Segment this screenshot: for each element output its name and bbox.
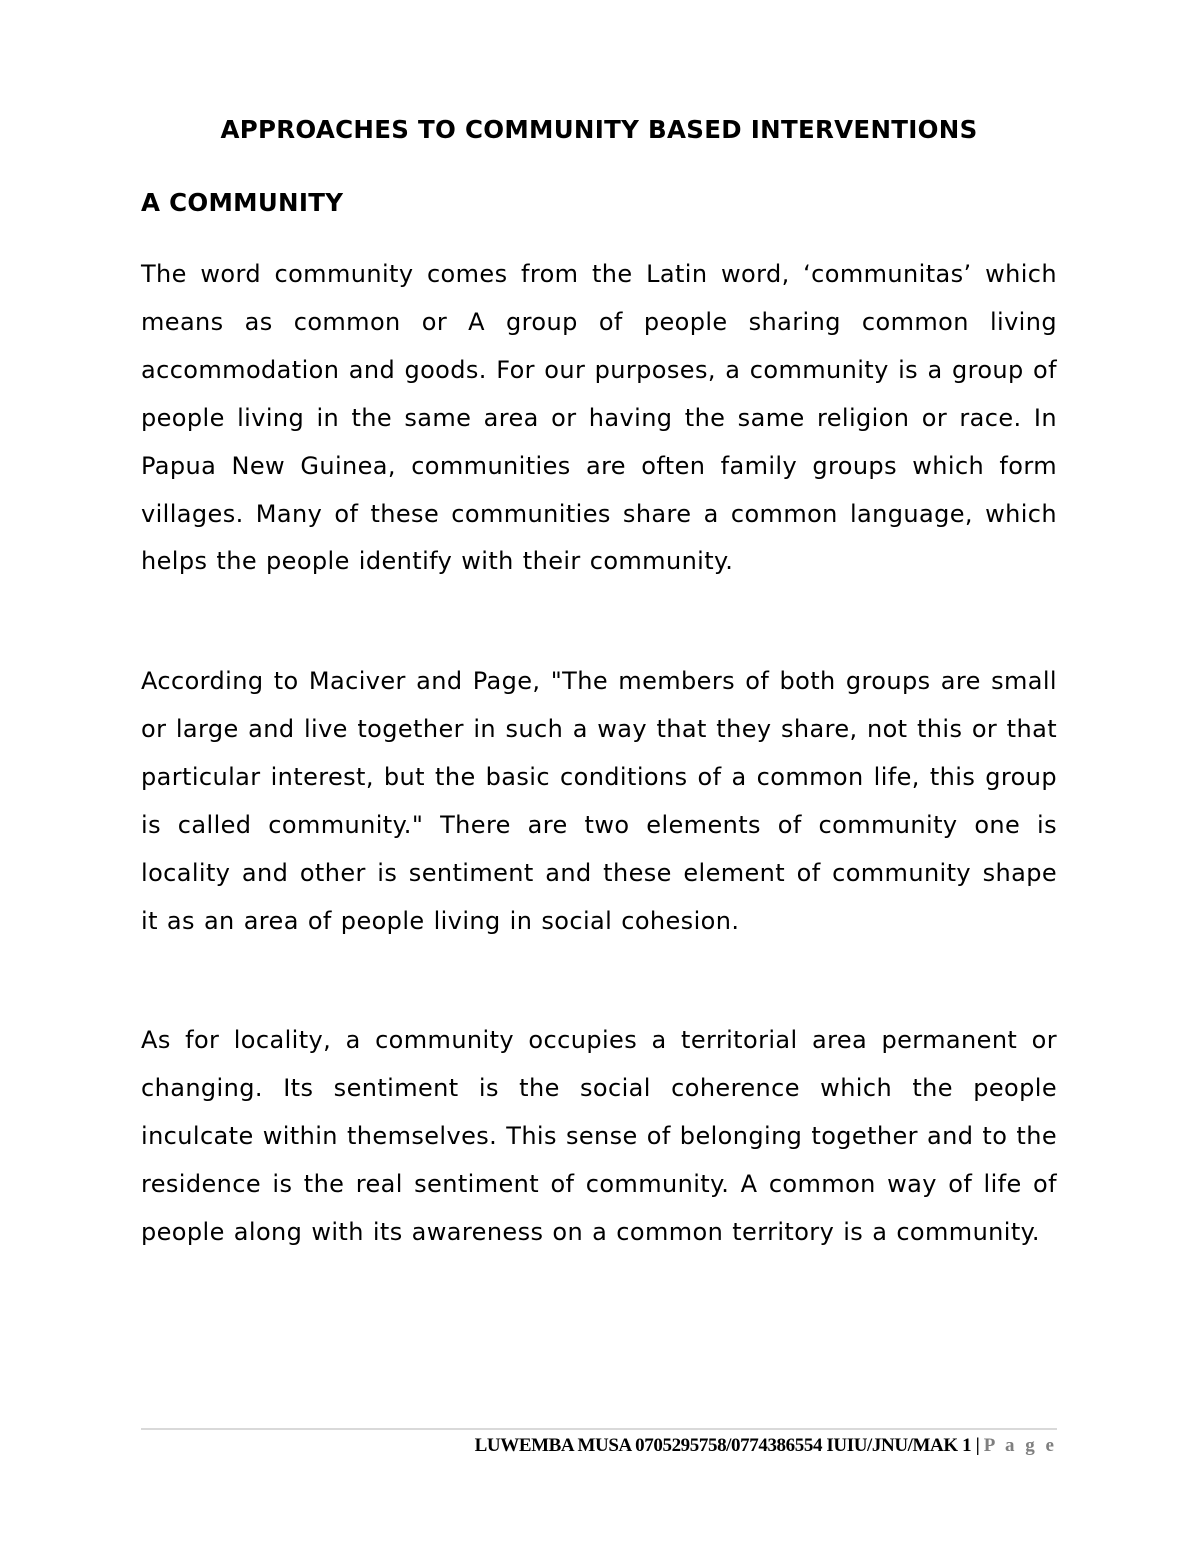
section-heading: A COMMUNITY (141, 188, 344, 217)
paragraph-maciver-page: According to Maciver and Page, "The members of both groups are small or large and live together in such a way that they share, not this or that particular interest, but the basic conditions of a common life, this group is called community." There are two elements of community one is locality and other is sentiment and these element of community shape it as an area of people living in social cohesion. (141, 667, 1057, 935)
footer-divider (141, 1428, 1057, 1430)
paragraph-definition: The word community comes from the Latin word, ‘communitas’ which means as common or A group of people sharing common living accommodation and goods. For our purposes, a community is a group of people living in the same area or having the same religion or race. In Papua New Guinea, communities are often family groups which form villages. Many of these communities share a common language, which helps the people identify with their community. (141, 260, 1057, 576)
footer-page-number: 1 (962, 1435, 972, 1456)
page-footer (141, 1434, 1057, 1458)
footer-separator: | (975, 1435, 980, 1456)
footer-page-label: P a g e (983, 1435, 1057, 1456)
footer-author-info: LUWEMBA MUSA 0705295758/0774386554 IUIU/JNU/MAK (474, 1435, 958, 1456)
paragraph-locality: As for locality, a community occupies a territorial area permanent or changing. Its sentiment is the social coherence which the people inculcate within themselves. This sense of belonging together and to the residence is the real sentiment of community. A common way of life of people along with its awareness on a common territory is a community. (141, 1026, 1057, 1246)
document-title: APPROACHES TO COMMUNITY BASED INTERVENTIONS (220, 115, 978, 144)
